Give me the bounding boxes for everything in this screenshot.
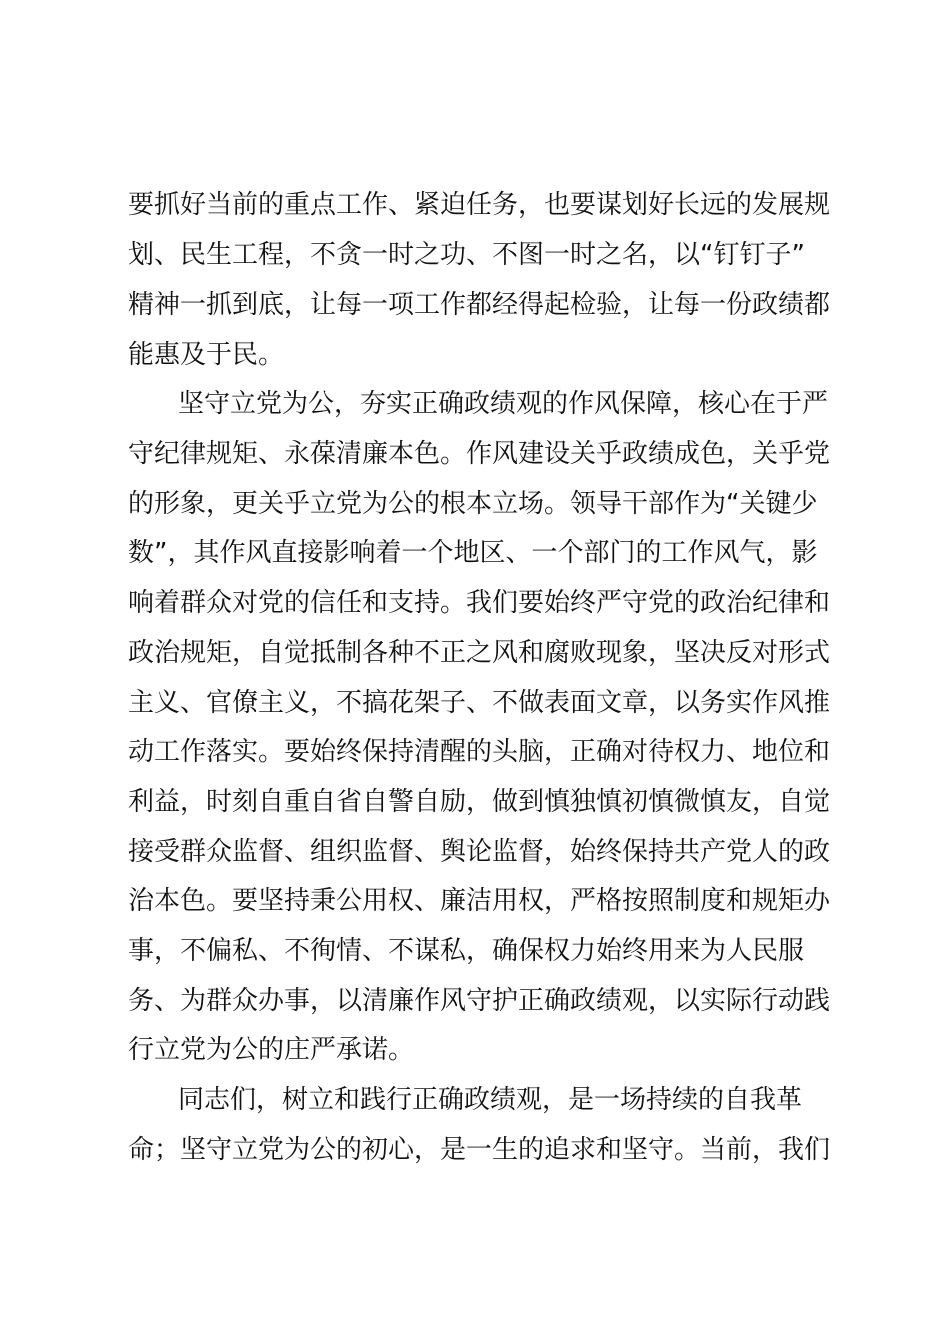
text-line: 治本色。要坚持秉公用权、廉洁用权，严格按照制度和规矩办	[128, 886, 831, 916]
text-line: 划、民生工程，不贪一时之功、不图一时之名，以“钉钉子”	[128, 240, 805, 270]
text-line: 精神一抓到底，让每一项工作都经得起检验，让每一份政绩都	[128, 290, 831, 320]
text-line: 政治规矩，自觉抵制各种不正之风和腐败现象，坚决反对形式	[128, 638, 831, 668]
text-line: 能惠及于民。	[128, 340, 285, 370]
text-line: 动工作落实。要始终保持清醒的头脑，正确对待权力、地位和	[128, 737, 831, 767]
text-line: 要抓好当前的重点工作、紧迫任务，也要谋划好长远的发展规	[128, 190, 831, 220]
text-line: 坚守立党为公，夯实正确政绩观的作风保障，核心在于严	[178, 389, 829, 419]
text-line: 响着群众对党的信任和支持。我们要始终严守党的政治纪律和	[128, 588, 831, 618]
text-line: 的形象，更关乎立党为公的根本立场。领导干部作为“关键少	[128, 489, 818, 519]
text-line: 数”，其作风直接影响着一个地区、一个部门的工作风气，影	[128, 538, 818, 568]
text-line: 行立党为公的庄严承诺。	[128, 1035, 415, 1065]
text-line: 命；坚守立党为公的初心，是一生的追求和坚守。当前，我们	[128, 1135, 831, 1165]
text-line: 事，不偏私、不徇情、不谋私，确保权力始终用来为人民服	[128, 936, 805, 966]
text-line: 务、为群众办事，以清廉作风守护正确政绩观，以实际行动践	[128, 986, 831, 1016]
text-line: 接受群众监督、组织监督、舆论监督，始终保持共产党人的政	[128, 837, 831, 867]
text-line: 同志们，树立和践行正确政绩观，是一场持续的自我革	[178, 1085, 803, 1115]
text-line: 利益，时刻自重自省自警自励，做到慎独慎初慎微慎友，自觉	[128, 787, 831, 817]
text-line: 主义、官僚主义，不搞花架子、不做表面文章，以务实作风推	[128, 688, 831, 718]
text-line: 守纪律规矩、永葆清廉本色。作风建设关乎政绩成色，关乎党	[128, 439, 831, 469]
